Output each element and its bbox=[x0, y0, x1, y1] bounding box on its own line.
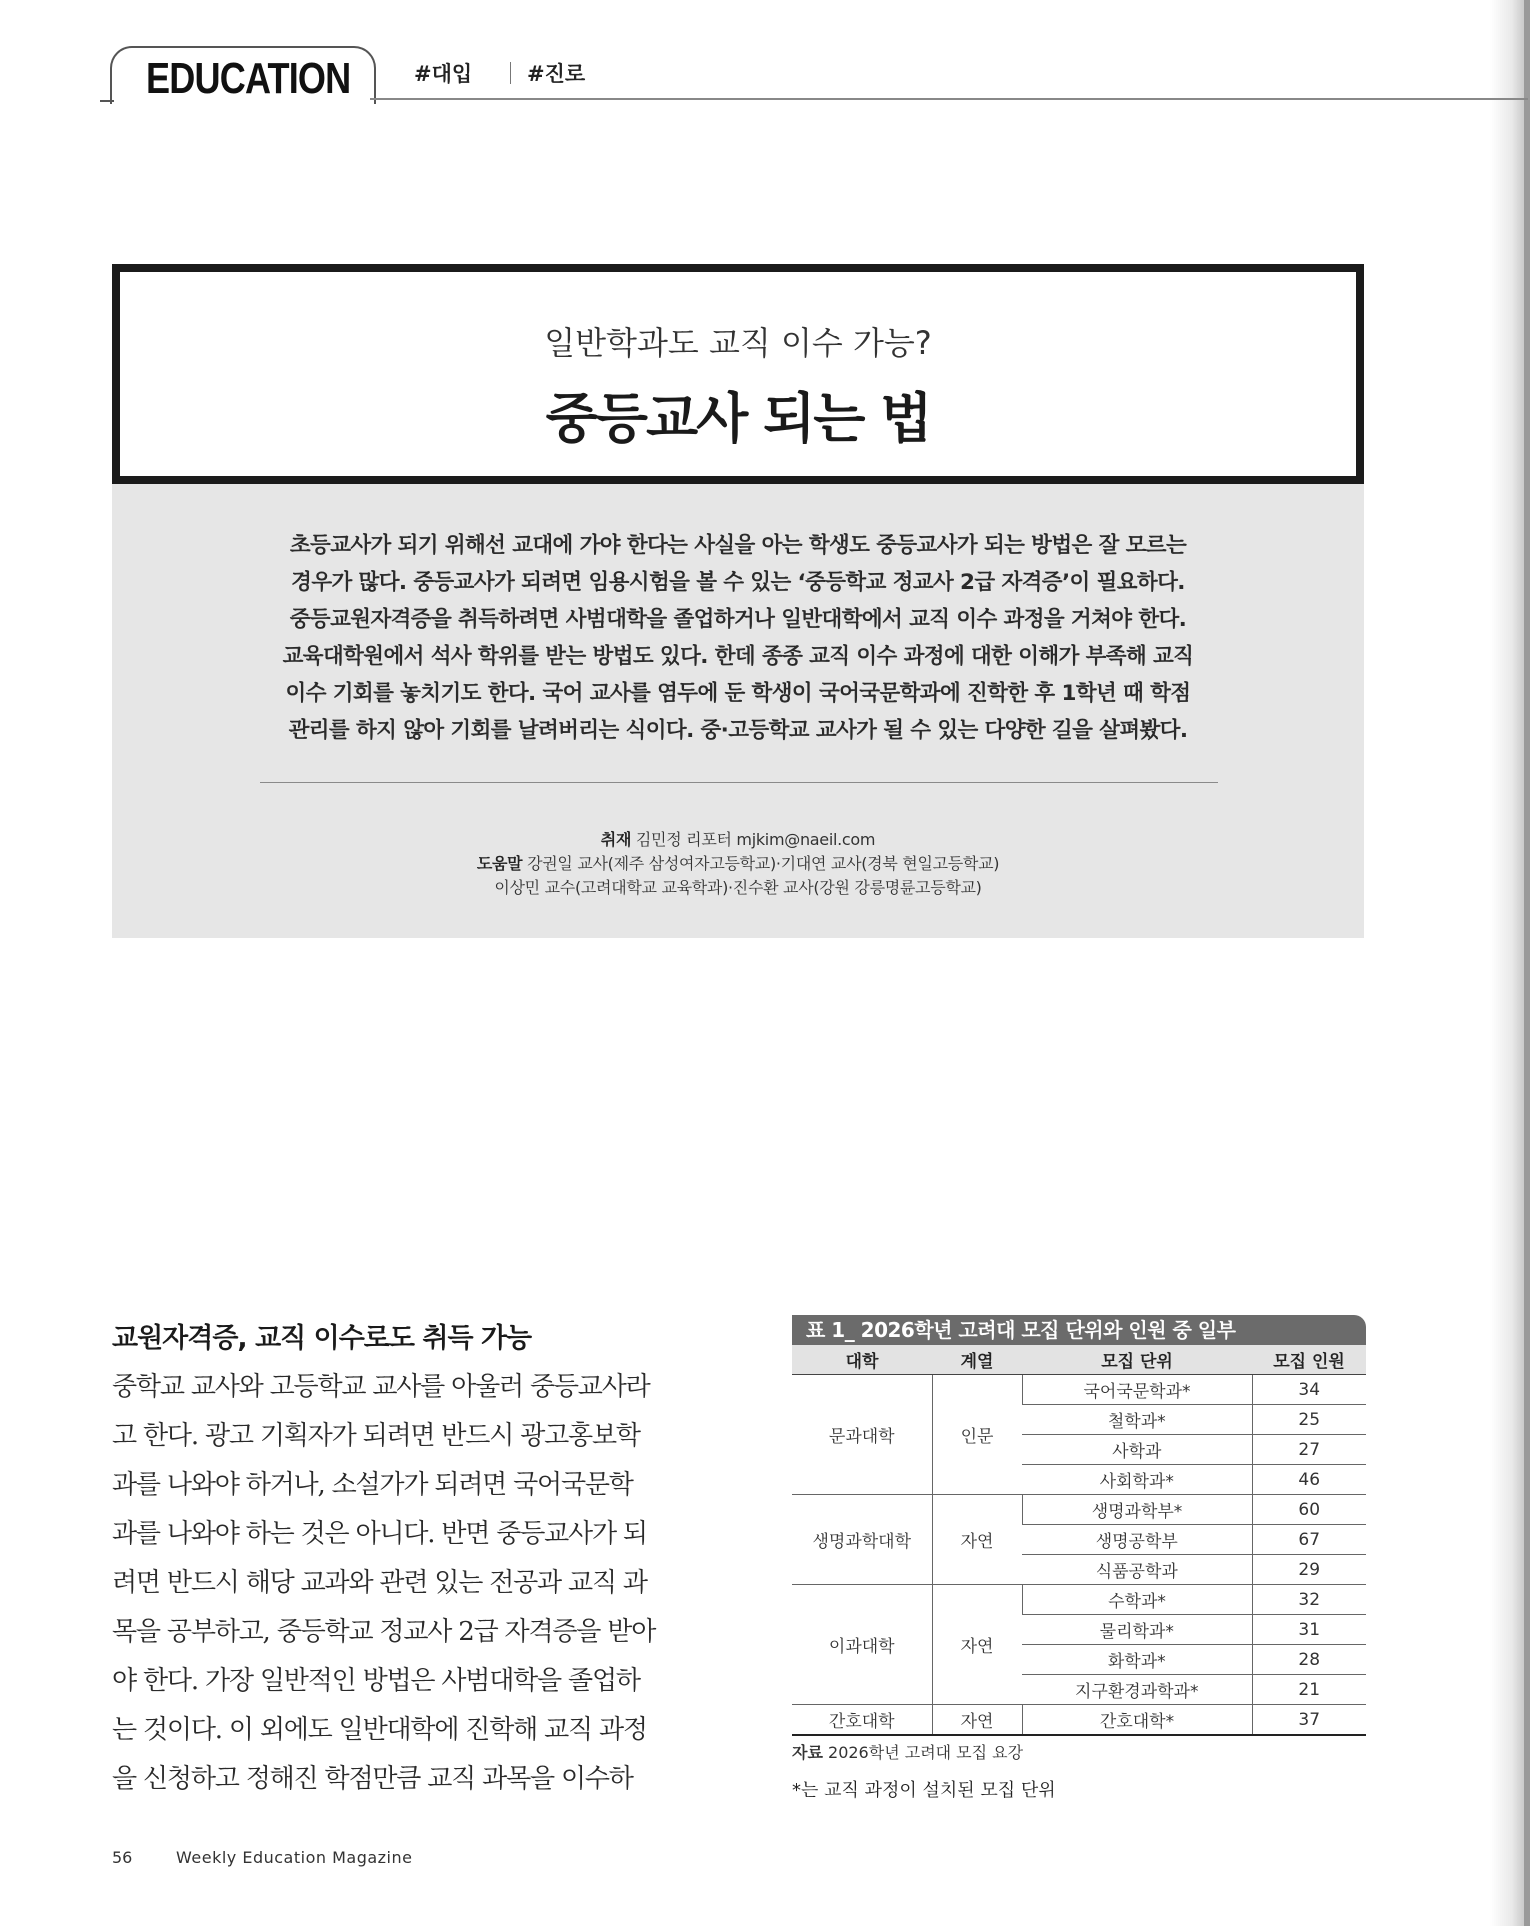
table-source bbox=[792, 1740, 1023, 1763]
track-cell: 자연 bbox=[932, 1495, 1022, 1585]
unit-cell: 식품공학과 bbox=[1022, 1555, 1252, 1585]
body-line: 고 한다. 광고 기획자가 되려면 반드시 광고홍보학 bbox=[112, 1421, 640, 1451]
lead-line: 이수 기회를 놓치기도 한다. 국어 교사를 염두에 둔 학생이 국어국문학과에 진학한 후 1학년 때 학점 bbox=[285, 681, 1191, 706]
column-header: 모집 인원 bbox=[1252, 1345, 1366, 1375]
header-rule-left bbox=[100, 100, 114, 102]
section-title: EDUCATION bbox=[146, 54, 351, 103]
count-cell: 67 bbox=[1252, 1525, 1366, 1555]
college-cell: 이과대학 bbox=[792, 1585, 932, 1705]
count-cell: 29 bbox=[1252, 1555, 1366, 1585]
lead-line: 초등교사가 되기 위해선 교대에 가야 한다는 사실을 아는 학생도 중등교사가 되는 방법은 잘 모르는 bbox=[289, 533, 1187, 558]
column-header: 모집 단위 bbox=[1022, 1345, 1252, 1375]
track-cell: 자연 bbox=[932, 1705, 1022, 1736]
unit-cell: 지구환경과학과* bbox=[1022, 1675, 1252, 1705]
lead-divider bbox=[260, 782, 1218, 783]
table-header-row bbox=[792, 1345, 1366, 1375]
table-row bbox=[792, 1585, 1366, 1615]
unit-cell: 국어국문학과* bbox=[1022, 1375, 1252, 1405]
body-line: 는 것이다. 이 외에도 일반대학에 진학해 교직 과정 bbox=[112, 1715, 647, 1745]
table-title: 표 1_ 2026학년 고려대 모집 단위와 인원 중 일부 bbox=[792, 1315, 1366, 1345]
credit-helpers-cont: 이상민 교수(고려대학교 교육학과)·진수환 교사(강원 강릉명륜고등학교) bbox=[494, 878, 982, 897]
count-cell: 37 bbox=[1252, 1705, 1366, 1736]
count-cell: 21 bbox=[1252, 1675, 1366, 1705]
credit-helpers bbox=[112, 851, 1364, 874]
lead-box bbox=[112, 484, 1364, 938]
credit-helpers-text: 강권일 교사(제주 삼성여자고등학교)·기대연 교사(경북 현일고등학교) bbox=[527, 854, 1000, 873]
unit-cell: 물리학과* bbox=[1022, 1615, 1252, 1645]
count-cell: 32 bbox=[1252, 1585, 1366, 1615]
table-note: *는 교직 과정이 설치된 모집 단위 bbox=[792, 1780, 1056, 1801]
article-subtitle: 일반학과도 교직 이수 가능? bbox=[544, 324, 932, 362]
body-line: 야 한다. 가장 일반적인 방법은 사범대학을 졸업하 bbox=[112, 1666, 640, 1696]
count-cell: 25 bbox=[1252, 1405, 1366, 1435]
unit-cell: 사회학과* bbox=[1022, 1465, 1252, 1495]
credit-helpers-label: 도움말 bbox=[476, 854, 523, 873]
count-cell: 28 bbox=[1252, 1645, 1366, 1675]
unit-cell: 화학과* bbox=[1022, 1645, 1252, 1675]
track-cell: 자연 bbox=[932, 1585, 1022, 1705]
recruitment-table bbox=[792, 1345, 1366, 1736]
lead-line: 교육대학원에서 석사 학위를 받는 방법도 있다. 한데 종종 교직 이수 과정에 대한 이해가 부족해 교직 bbox=[282, 644, 1194, 669]
body-line: 을 신청하고 정해진 학점만큼 교직 과목을 이수하 bbox=[112, 1764, 633, 1794]
unit-cell: 생명과학부* bbox=[1022, 1495, 1252, 1525]
table-row bbox=[792, 1705, 1366, 1736]
table-source-text: 2026학년 고려대 모집 요강 bbox=[828, 1743, 1024, 1762]
lead-line: 중등교원자격증을 취득하려면 사범대학을 졸업하거나 일반대학에서 교직 이수 과정을 거쳐야 한다. bbox=[289, 607, 1187, 632]
count-cell: 31 bbox=[1252, 1615, 1366, 1645]
unit-cell: 철학과* bbox=[1022, 1405, 1252, 1435]
count-cell: 27 bbox=[1252, 1435, 1366, 1465]
count-cell: 46 bbox=[1252, 1465, 1366, 1495]
column-header: 계열 bbox=[932, 1345, 1022, 1375]
count-cell: 34 bbox=[1252, 1375, 1366, 1405]
body-line: 과를 나와야 하거나, 소설가가 되려면 국어국문학 bbox=[112, 1470, 633, 1500]
article-heading: 교원자격증, 교직 이수로도 취득 가능 bbox=[112, 1323, 532, 1354]
college-cell: 문과대학 bbox=[792, 1375, 932, 1495]
unit-cell: 수학과* bbox=[1022, 1585, 1252, 1615]
header-rule bbox=[370, 98, 1528, 100]
body-line: 중학교 교사와 고등학교 교사를 아울러 중등교사라 bbox=[112, 1372, 650, 1402]
lead-line: 관리를 하지 않아 기회를 날려버리는 식이다. 중·고등학교 교사가 될 수 있는 다양한 길을 살펴봤다. bbox=[288, 718, 1188, 743]
body-line: 려면 반드시 해당 교과와 관련 있는 전공과 교직 과 bbox=[112, 1568, 647, 1598]
college-cell: 간호대학 bbox=[792, 1705, 932, 1736]
lead-line: 경우가 많다. 중등교사가 되려면 임용시험을 볼 수 있는 ‘중등학교 정교사 2급 자격증’이 필요하다. bbox=[291, 570, 1185, 595]
title-box bbox=[112, 264, 1364, 484]
table-row bbox=[792, 1375, 1366, 1405]
unit-cell: 사학과 bbox=[1022, 1435, 1252, 1465]
page-edge-shadow bbox=[1524, 0, 1530, 1926]
count-cell: 60 bbox=[1252, 1495, 1366, 1525]
magazine-name: Weekly Education Magazine bbox=[176, 1848, 413, 1867]
body-line: 과를 나와야 하는 것은 아니다. 반면 중등교사가 되 bbox=[112, 1519, 647, 1549]
college-cell: 생명과학대학 bbox=[792, 1495, 932, 1585]
credit-reporter-label: 취재 bbox=[600, 830, 632, 849]
tag-career: #진로 bbox=[527, 62, 586, 86]
credit-reporter-text: 김민정 리포터 mjkim@naeil.com bbox=[635, 830, 876, 849]
unit-cell: 생명공학부 bbox=[1022, 1525, 1252, 1555]
unit-cell: 간호대학* bbox=[1022, 1705, 1252, 1736]
page-number: 56 bbox=[112, 1848, 133, 1867]
credit-reporter bbox=[112, 827, 1364, 850]
tag-divider bbox=[510, 62, 511, 84]
table-row bbox=[792, 1495, 1366, 1525]
body-line: 목을 공부하고, 중등학교 정교사 2급 자격증을 받아 bbox=[112, 1617, 656, 1647]
table-source-label: 자료 bbox=[792, 1743, 823, 1762]
track-cell: 인문 bbox=[932, 1375, 1022, 1495]
column-header: 대학 bbox=[792, 1345, 932, 1375]
tag-admission: #대입 bbox=[414, 62, 473, 86]
article-title: 중등교사 되는 법 bbox=[545, 387, 931, 450]
